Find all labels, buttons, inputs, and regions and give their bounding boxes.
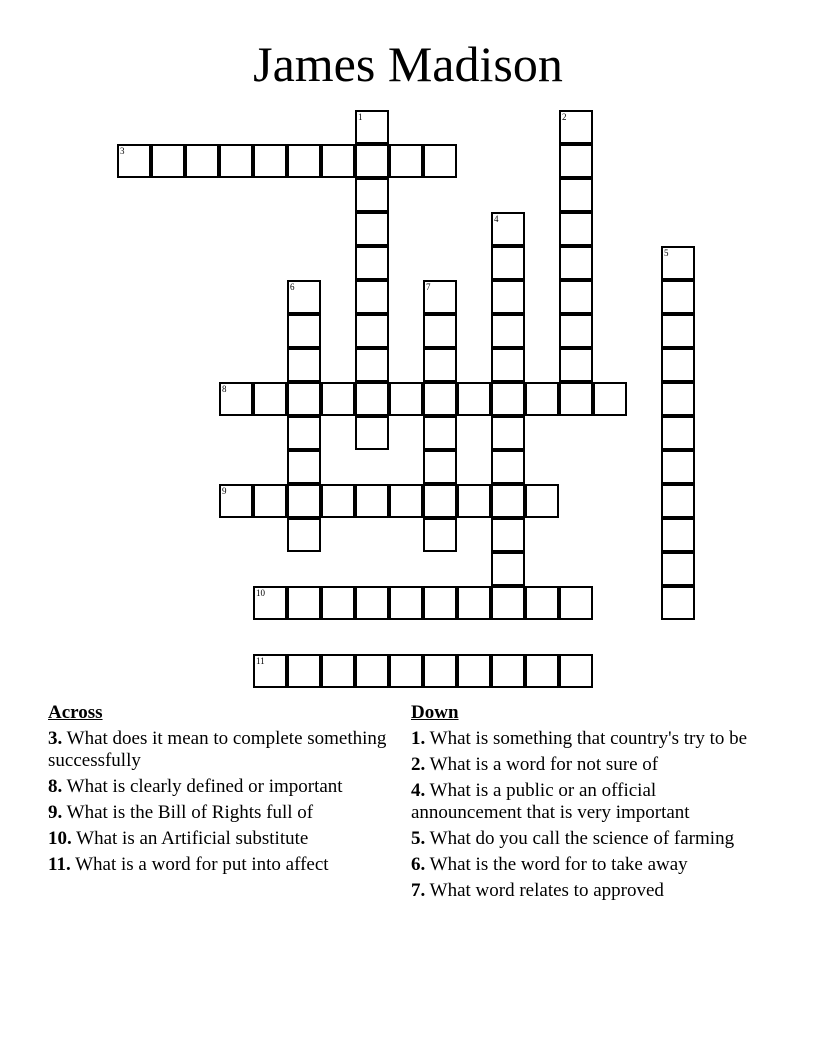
across-heading: Across (48, 702, 103, 723)
cell-number: 7 (426, 282, 431, 292)
grid-cell[interactable] (423, 450, 457, 484)
grid-cell[interactable] (117, 144, 151, 178)
grid-cell[interactable] (559, 110, 593, 144)
grid-cell[interactable] (355, 586, 389, 620)
grid-cell[interactable] (185, 144, 219, 178)
grid-cell[interactable] (253, 382, 287, 416)
grid-cell[interactable] (423, 416, 457, 450)
grid-cell[interactable] (355, 654, 389, 688)
grid-cell[interactable] (559, 586, 593, 620)
grid-cell[interactable] (491, 382, 525, 416)
grid-cell[interactable] (321, 586, 355, 620)
across-clue[interactable] (48, 828, 388, 850)
grid-cell[interactable] (661, 552, 695, 586)
grid-cell[interactable] (287, 348, 321, 382)
clue-text: What do you call the science of farming (425, 828, 735, 849)
grid-cell[interactable] (253, 484, 287, 518)
grid-cell[interactable] (525, 654, 559, 688)
grid-cell[interactable] (355, 382, 389, 416)
grid-cell[interactable] (355, 280, 389, 314)
grid-cell[interactable] (559, 382, 593, 416)
grid-cell[interactable] (491, 552, 525, 586)
grid-cell[interactable] (559, 178, 593, 212)
clue-text: What is a word for not sure of (425, 754, 659, 775)
grid-cell[interactable] (219, 382, 253, 416)
clue-number: 7. (411, 880, 426, 901)
grid-cell[interactable] (355, 348, 389, 382)
grid-cell[interactable] (253, 144, 287, 178)
grid-cell[interactable] (525, 586, 559, 620)
grid-cell[interactable] (287, 382, 321, 416)
grid-cell[interactable] (389, 382, 423, 416)
grid-cell[interactable] (457, 654, 491, 688)
cell-number: 4 (494, 214, 499, 224)
grid-cell[interactable] (559, 654, 593, 688)
grid-cell[interactable] (491, 280, 525, 314)
grid-cell[interactable] (423, 586, 457, 620)
across-clue[interactable] (48, 776, 388, 798)
grid-cell[interactable] (491, 212, 525, 246)
grid-cell[interactable] (661, 518, 695, 552)
grid-cell[interactable] (491, 518, 525, 552)
grid-cell[interactable] (661, 450, 695, 484)
clue-text: What is the Bill of Rights full of (62, 802, 314, 823)
grid-cell[interactable] (525, 484, 559, 518)
cell-number: 5 (664, 248, 669, 258)
grid-cell[interactable] (593, 382, 627, 416)
clue-text: What word relates to approved (425, 880, 664, 901)
grid-cell[interactable] (491, 654, 525, 688)
across-clue[interactable] (48, 728, 388, 772)
grid-cell[interactable] (661, 314, 695, 348)
down-clue[interactable] (411, 828, 761, 850)
clue-text: What is clearly defined or important (62, 776, 343, 797)
clue-number: 11. (48, 854, 71, 875)
clue-text: What does it mean to complete something successfully (48, 728, 387, 771)
grid-cell[interactable] (457, 586, 491, 620)
cell-number: 11 (256, 656, 265, 666)
grid-cell[interactable] (423, 348, 457, 382)
grid-cell[interactable] (287, 144, 321, 178)
grid-cell[interactable] (287, 484, 321, 518)
grid-cell[interactable] (355, 212, 389, 246)
grid-cell[interactable] (423, 382, 457, 416)
clue-number: 8. (48, 776, 63, 797)
across-clue[interactable] (48, 854, 388, 876)
grid-cell[interactable] (491, 586, 525, 620)
grid-cell[interactable] (219, 144, 253, 178)
clue-number: 5. (411, 828, 426, 849)
down-clue[interactable] (411, 854, 761, 876)
clue-number: 2. (411, 754, 426, 775)
grid-cell[interactable] (253, 654, 287, 688)
grid-cell[interactable] (389, 144, 423, 178)
grid-cell[interactable] (491, 450, 525, 484)
grid-cell[interactable] (491, 246, 525, 280)
clue-text: What is a word for put into affect (70, 854, 329, 875)
grid-cell[interactable] (321, 382, 355, 416)
grid-cell[interactable] (423, 280, 457, 314)
grid-cell[interactable] (491, 348, 525, 382)
clue-number: 6. (411, 854, 426, 875)
grid-cell[interactable] (389, 586, 423, 620)
grid-cell[interactable] (661, 382, 695, 416)
grid-cell[interactable] (355, 314, 389, 348)
cell-number: 10 (256, 588, 265, 598)
grid-cell[interactable] (355, 178, 389, 212)
cell-number: 6 (290, 282, 295, 292)
grid-cell[interactable] (661, 484, 695, 518)
cell-number: 3 (120, 146, 125, 156)
grid-cell[interactable] (661, 586, 695, 620)
grid-cell[interactable] (457, 382, 491, 416)
grid-cell[interactable] (559, 280, 593, 314)
grid-cell[interactable] (151, 144, 185, 178)
down-clue[interactable] (411, 728, 761, 750)
grid-cell[interactable] (287, 518, 321, 552)
down-clue[interactable] (411, 754, 761, 776)
grid-cell[interactable] (423, 518, 457, 552)
clue-text: What is something that country's try to be (425, 728, 748, 749)
grid-cell[interactable] (287, 654, 321, 688)
cell-number: 9 (222, 486, 227, 496)
grid-cell[interactable] (661, 246, 695, 280)
grid-cell[interactable] (559, 212, 593, 246)
clue-text: What is the word for to take away (425, 854, 688, 875)
grid-cell[interactable] (491, 416, 525, 450)
cell-number: 2 (562, 112, 567, 122)
grid-cell[interactable] (559, 144, 593, 178)
grid-cell[interactable] (355, 144, 389, 178)
grid-cell[interactable] (491, 314, 525, 348)
grid-cell[interactable] (525, 382, 559, 416)
grid-cell[interactable] (287, 314, 321, 348)
down-heading: Down (411, 702, 459, 723)
cell-number: 1 (358, 112, 363, 122)
grid-cell[interactable] (491, 484, 525, 518)
grid-cell[interactable] (287, 416, 321, 450)
grid-cell[interactable] (423, 144, 457, 178)
grid-cell[interactable] (355, 484, 389, 518)
down-clue[interactable] (411, 880, 761, 902)
grid-cell[interactable] (661, 416, 695, 450)
grid-cell[interactable] (355, 110, 389, 144)
grid-cell[interactable] (321, 144, 355, 178)
grid-cell[interactable] (423, 654, 457, 688)
grid-cell[interactable] (457, 484, 491, 518)
across-clues (48, 702, 388, 880)
grid-cell[interactable] (321, 484, 355, 518)
clue-number: 10. (48, 828, 72, 849)
grid-cell[interactable] (559, 314, 593, 348)
clue-text: What is an Artificial substitute (71, 828, 309, 849)
grid-cell[interactable] (355, 246, 389, 280)
grid-cell[interactable] (423, 484, 457, 518)
grid-cell[interactable] (559, 246, 593, 280)
grid-cell[interactable] (389, 654, 423, 688)
grid-cell[interactable] (389, 484, 423, 518)
grid-cell[interactable] (253, 586, 287, 620)
grid-cell[interactable] (559, 348, 593, 382)
grid-cell[interactable] (219, 484, 253, 518)
cell-number: 8 (222, 384, 227, 394)
puzzle-title: James Madison (253, 36, 563, 92)
down-clue[interactable] (411, 780, 761, 824)
across-clue[interactable] (48, 802, 388, 824)
clue-number: 3. (48, 728, 63, 749)
clue-number: 1. (411, 728, 426, 749)
grid-cell[interactable] (287, 280, 321, 314)
grid-cell[interactable] (287, 450, 321, 484)
grid-cell[interactable] (355, 416, 389, 450)
grid-cell[interactable] (321, 654, 355, 688)
grid-cell[interactable] (661, 348, 695, 382)
down-clues (411, 702, 761, 906)
clue-text: What is a public or an official announcement that is very important (411, 780, 690, 823)
grid-cell[interactable] (661, 280, 695, 314)
clue-number: 4. (411, 780, 426, 801)
grid-cell[interactable] (423, 314, 457, 348)
clue-number: 9. (48, 802, 63, 823)
grid-cell[interactable] (287, 586, 321, 620)
